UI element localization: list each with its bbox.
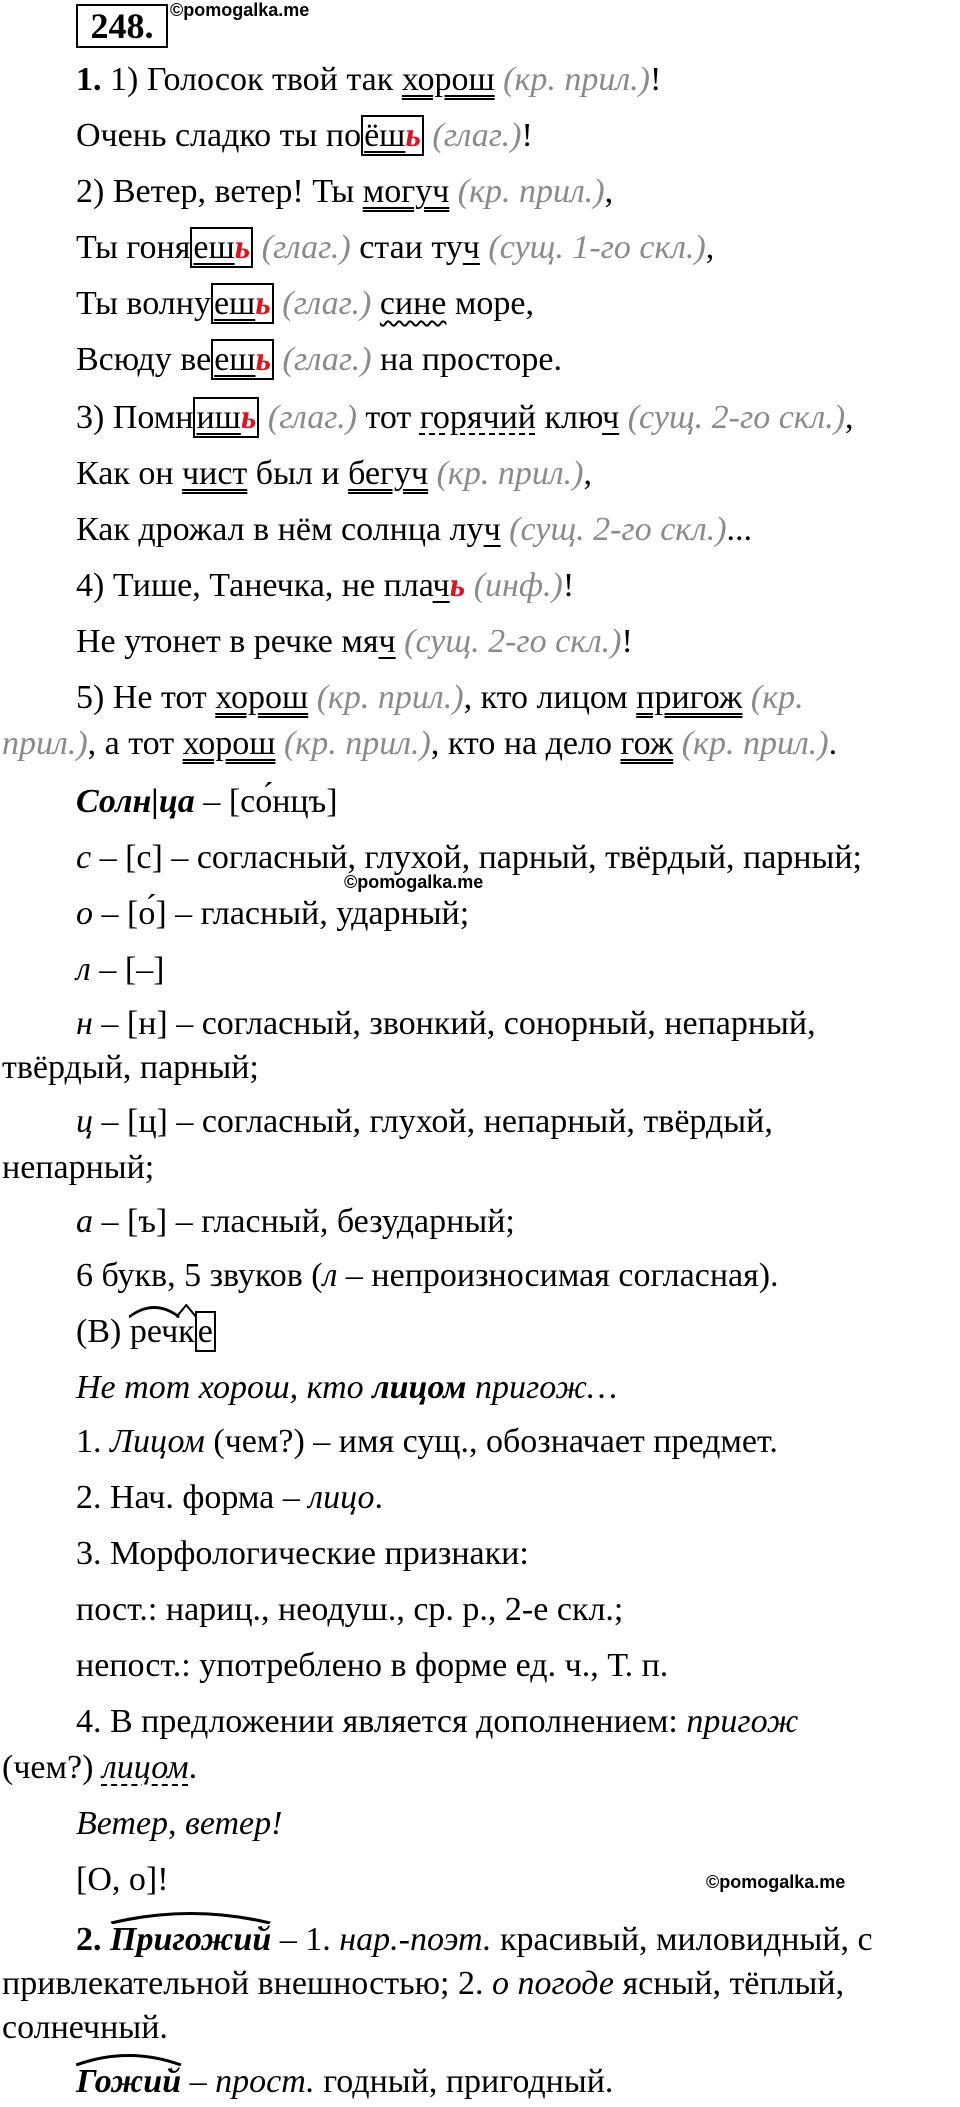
intonation-scheme: [О, о]! (76, 1861, 169, 1898)
poem-line-1: 1. 1) Голосок твой так хорош (кр. прил.)! (76, 61, 662, 98)
phonetic-count: 6 букв, 5 звуков (л – непроизносимая согласная). (76, 1257, 779, 1294)
word-gozh: гож (620, 725, 674, 762)
section-1-label: 1. (76, 61, 102, 98)
word-horosh: хорош (401, 61, 495, 98)
phonetic-l: л – [–] (76, 951, 165, 988)
morph-item-3: 3. Морфологические признаки: (76, 1535, 529, 1572)
word-chist: чист (182, 455, 248, 492)
poem-line-6: Всюду веешь (глаг.) на просторе. (76, 341, 562, 378)
phonetic-o: о – [о́] – гласный, ударный; (76, 895, 470, 932)
phonetic-n-cont: твёрдый, парный; (2, 1049, 259, 1086)
morph-const: пост.: нариц., неодуш., ср. р., 2-е скл.; (76, 1591, 624, 1628)
ending-box: ишь (193, 397, 259, 438)
word-prigozhiy: Пригожий (110, 1921, 272, 1958)
word-moguch: могуч (362, 173, 450, 210)
phonetic-s: с – [с] – согласный, глухой, парный, твёрдый, парный; (76, 839, 862, 876)
ending-box: ешь (190, 227, 253, 268)
morph-item-2: 2. Нач. форма – лицо. (76, 1479, 384, 1516)
ending-box: е (195, 1311, 216, 1352)
word-prigozh: пригож (636, 679, 743, 716)
poem-line-5: Ты волнуешь (глаг.) сине море, (76, 285, 535, 322)
proverb-line-1: 5) Не тот хорош (кр. прил.), кто лицом пригож (кр. (76, 679, 804, 716)
poem-line-9: Как дрожал в нём солнца луч (сущ. 2-го скл.)... (76, 511, 753, 548)
word-gozhiy: Гожий (76, 2063, 182, 2100)
poem-line-4: Ты гоняешь (глаг.) стаи туч (сущ. 1-го скл.), (76, 229, 715, 266)
proverb-line-2: прил.), а тот хорош (кр. прил.), кто на дело гож (кр. прил.). (2, 725, 838, 762)
watermark-top: ©pomogalka.me (170, 0, 310, 20)
exercise-number: 248. (76, 4, 168, 48)
definition-prigozhiy-end: солнечный. (2, 2009, 168, 2046)
root-mark: реч (130, 1310, 178, 1354)
suffix-mark: к (178, 1310, 195, 1354)
morphemic-word: (В) реч ке (76, 1310, 216, 1354)
poem-line-3: 2) Ветер, ветер! Ты могуч (кр. прил.), (76, 173, 614, 210)
quote-line: Не тот хорош, кто лицом пригож… (76, 1369, 618, 1406)
section-2-label: 2. (76, 1921, 110, 1958)
poem-line-11: Не утонет в речке мяч (сущ. 2-го скл.)! (76, 623, 633, 660)
phonetic-a: а – [ъ] – гласный, безударный; (76, 1203, 515, 1240)
ending-box: ешь (211, 339, 274, 380)
poem-line-10: 4) Тише, Танечка, не плачь (инф.)! (76, 567, 575, 604)
phonetic-heading: Солн|ца – [со́нцъ] (76, 783, 338, 820)
morph-item-4: 4. В предложении является дополнением: пригож (76, 1703, 799, 1740)
definition-prigozhiy: 2. Пригожий – 1. нар.-поэт. красивый, миловидный, с (76, 1918, 873, 1962)
poem-line-2: Очень сладко ты поёшь (глаг.)! (76, 117, 533, 154)
word-sine: сине (379, 285, 447, 322)
phonetic-c-cont: непарный; (2, 1149, 155, 1186)
poem-line-8: Как он чист был и бегуч (кр. прил.), (76, 455, 592, 492)
vocative-line: Ветер, ветер! (76, 1805, 283, 1842)
watermark-mid: ©pomogalka.me (344, 872, 484, 892)
phonetic-c: ц – [ц] – согласный, глухой, непарный, твёрдый, (76, 1103, 773, 1140)
ending-box: ешь (211, 283, 274, 324)
word-beguch: бегуч (348, 455, 429, 492)
ending-box: ёшь (361, 115, 424, 156)
phonetic-n: н – [н] – согласный, звонкий, сонорный, непарный, (76, 1005, 816, 1042)
watermark-bottom: ©pomogalka.me (706, 1872, 846, 1892)
definition-gozhiy: Гожий – прост. годный, пригодный. (76, 2060, 613, 2104)
word-goryachiy: горячий (419, 399, 536, 436)
poem-line-7: 3) Помнишь (глаг.) тот горячий ключ (сущ. 2-го скл.), (76, 399, 854, 436)
definition-prigozhiy-cont: привлекательной внешностью; 2. о погоде ясный, тёплый, (2, 1965, 845, 2002)
morph-item-1: 1. Лицом (чем?) – имя сущ., обозначает предмет. (76, 1423, 778, 1460)
morph-nonconst: непост.: употреблено в форме ед. ч., Т. п. (76, 1647, 669, 1684)
morph-item-4-cont: (чем?) лицом. (2, 1749, 198, 1786)
